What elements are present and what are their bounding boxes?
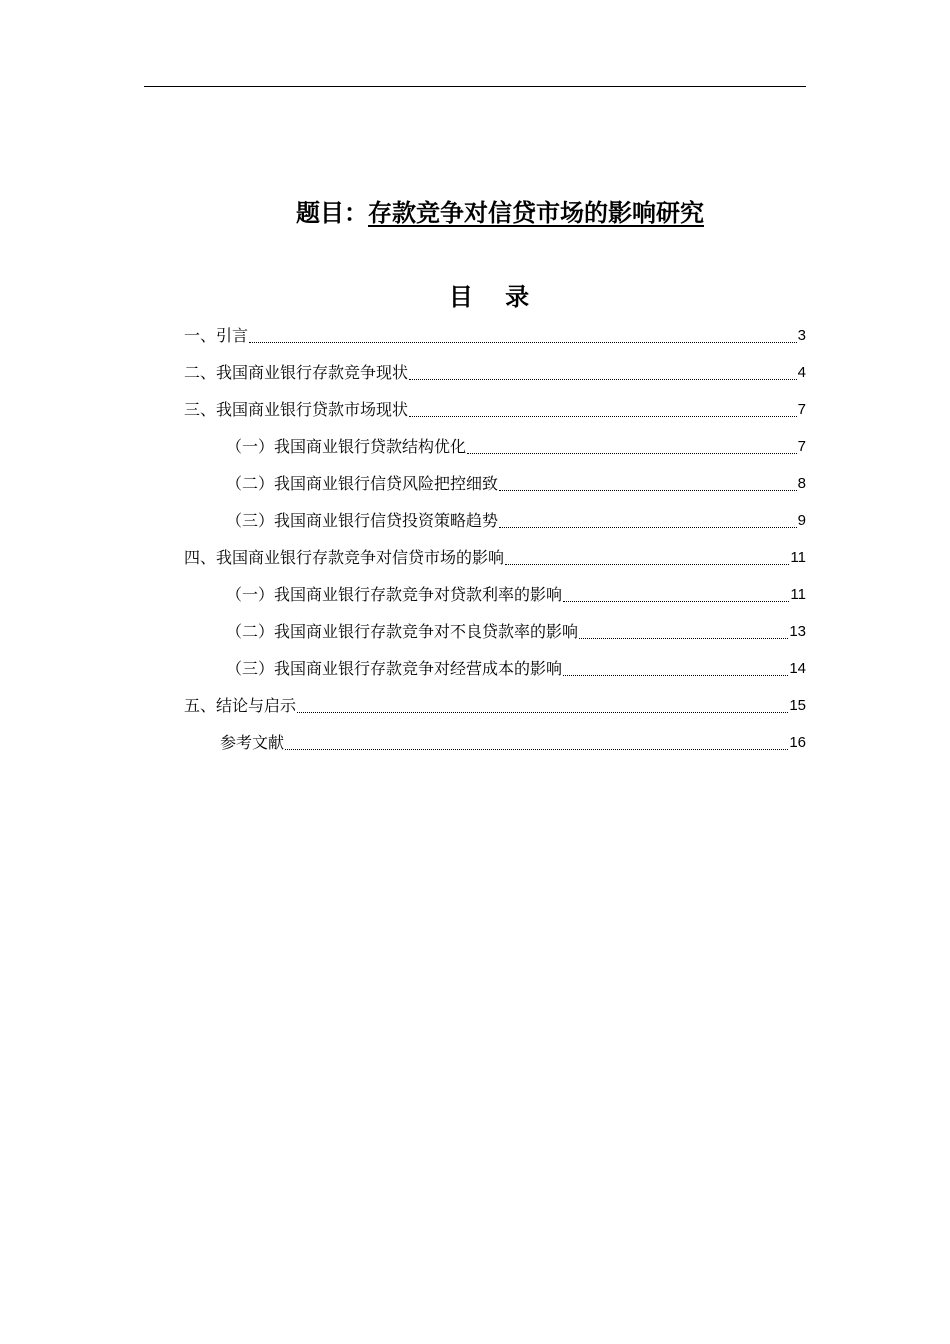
toc-entry-page: 14 — [789, 660, 806, 677]
toc-leader-dots — [499, 490, 797, 491]
toc-entry[interactable] — [184, 729, 806, 757]
toc-entry-label: （一）我国商业银行贷款结构优化 — [226, 437, 467, 456]
toc-entry[interactable] — [184, 359, 806, 387]
toc-leader-dots — [285, 749, 788, 750]
toc-entry[interactable] — [184, 692, 806, 720]
toc-leader-dots — [563, 601, 789, 602]
toc-entry-page: 9 — [797, 512, 806, 529]
title-subject: 存款竞争对信贷市场的影响研究 — [368, 199, 704, 227]
toc-entry-page: 11 — [790, 586, 806, 603]
toc-leader-dots — [467, 453, 797, 454]
toc-entry[interactable] — [184, 322, 806, 350]
toc-entry-label: 二、我国商业银行存款竞争现状 — [184, 363, 409, 382]
toc-entry-page: 16 — [789, 734, 806, 751]
toc-heading: 目 录 — [448, 283, 542, 311]
toc-entry-page: 15 — [789, 697, 806, 714]
toc-entry[interactable] — [184, 433, 806, 461]
toc-entry-label: 一、引言 — [184, 326, 249, 345]
toc-entry[interactable] — [184, 544, 806, 572]
toc-entry-page: 13 — [789, 623, 806, 640]
toc-entry-label: （二）我国商业银行信贷风险把控细致 — [226, 474, 499, 493]
toc-leader-dots — [499, 527, 797, 528]
toc-leader-dots — [579, 638, 788, 639]
toc-entry-page: 8 — [797, 475, 806, 492]
toc-entry[interactable] — [184, 655, 806, 683]
toc-entry[interactable] — [184, 581, 806, 609]
toc-entry-label: （三）我国商业银行存款竞争对经营成本的影响 — [226, 659, 563, 678]
toc-entry-label: 四、我国商业银行存款竞争对信贷市场的影响 — [184, 548, 505, 567]
toc-entry-page: 7 — [797, 438, 806, 455]
toc-entry-page: 11 — [790, 549, 806, 566]
toc-entry[interactable] — [184, 396, 806, 424]
toc-entry-label: （三）我国商业银行信贷投资策略趋势 — [226, 511, 499, 530]
document-title — [0, 196, 950, 230]
toc-leader-dots — [249, 342, 797, 343]
toc-entry[interactable] — [184, 618, 806, 646]
toc-entry-page: 7 — [797, 401, 806, 418]
toc-leader-dots — [409, 379, 797, 380]
toc-entry-label: 参考文献 — [220, 733, 285, 752]
toc-leader-dots — [409, 416, 797, 417]
toc-entry[interactable] — [184, 507, 806, 535]
toc-leader-dots — [297, 712, 788, 713]
toc-entry-page: 4 — [797, 364, 806, 381]
toc-entry-label: （一）我国商业银行存款竞争对贷款利率的影响 — [226, 585, 563, 604]
toc-entry-page: 3 — [797, 327, 806, 344]
toc-entry-label: （二）我国商业银行存款竞争对不良贷款率的影响 — [226, 622, 579, 641]
title-prefix: 题目： — [296, 199, 368, 227]
header-rule — [144, 86, 806, 87]
toc-entry[interactable] — [184, 470, 806, 498]
toc-entry-label: 三、我国商业银行贷款市场现状 — [184, 400, 409, 419]
toc-leader-dots — [563, 675, 788, 676]
toc-entry-label: 五、结论与启示 — [184, 696, 297, 715]
toc-leader-dots — [505, 564, 789, 565]
